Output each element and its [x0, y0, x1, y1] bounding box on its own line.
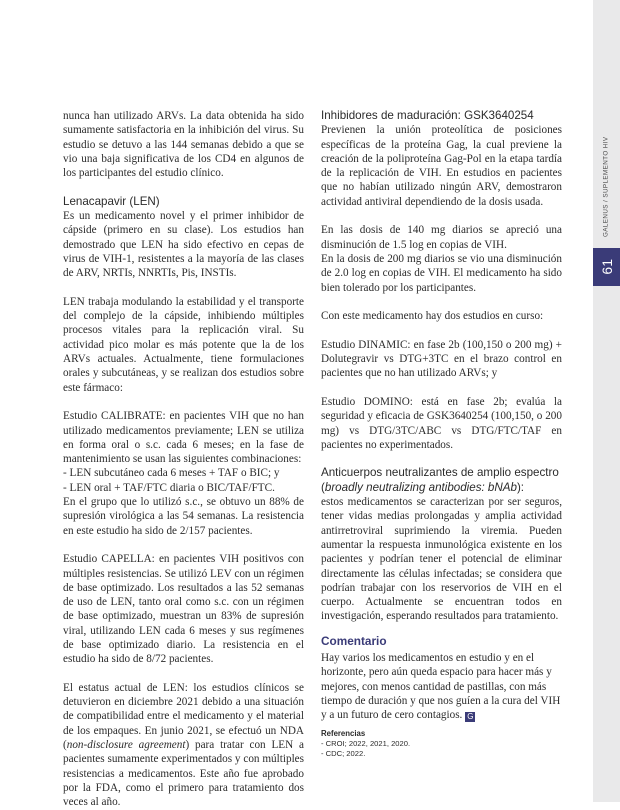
paragraph: En el grupo que lo utilizó s.c., se obtuvo un 88% de supresión virológica a las 54 semanas. La resistencia en este estudio ha sido de 2/157 pacientes. — [63, 496, 304, 537]
text-run: ): — [516, 480, 525, 494]
reference-item: - CROI; 2022, 2021, 2020. — [321, 738, 411, 748]
section-heading-antibodies-subtitle — [321, 481, 562, 495]
paragraph — [63, 681, 304, 810]
text-run: ) para tratar con LEN a pacientes sumamente experimentados y con múltiples resistencias a medicamentos. Este año fue aprobado por la FDA, como el primero para tratamiento dos veces al año. — [63, 739, 304, 809]
section-heading-maturation-inhibitors: Inhibidores de maduración: GSK3640254 — [321, 109, 534, 122]
paragraph: Estudio DINAMIC: en fase 2b (100,150 o 200 mg) + Dolutegravir vs DTG+3TC en el brazo control en pacientes que no han utilizado ARVs; y — [321, 338, 562, 380]
paragraph: Con este medicamento hay dos estudios en curso: — [321, 310, 544, 323]
paragraph: En la dosis de 200 mg diarios se vio una disminución de 2.0 log en copias de VIH. El medicamento ha sido bien tolerado por los participantes. — [321, 252, 562, 294]
paragraph: LEN trabaja modulando la estabilidad y el transporte del complejo de la cápside, inhibiendo múltiples procesos vitales para la replicación viral. Su actividad pico molar es más potente que la de los ARVs actuales. Actualmente, tiene formulaciones orales y subcutáneas, y se realizan dos estudios sobre este fármaco: — [63, 295, 304, 394]
reference-item: - CDC; 2022. — [321, 748, 366, 758]
paragraph: Estudio CAPELLA: en pacientes VIH positivos con múltiples resistencias. Se utilizó LEV con un régimen de base optimizado. Los resultados a las 52 semanas de uso de LEN, tanto oral como s.c. con un régimen de base optimizado, muestran un 83% de supresión viral, utilizando LEN cada 6 meses y sus regímenes de base optimizado diario. La resistencia en el estudio ha sido de 8/72 pacientes. — [63, 553, 304, 666]
text-run: El estatus actual de LEN: los estudios clínicos se detuvieron en diciembre 2021 debido a una situación de compatibilidad entre el medicamento y el material de los empaques. En junio 2021, se efectuó un NDA ( — [63, 681, 304, 752]
page-number-box — [593, 248, 620, 286]
list-item: - LEN oral + TAF/FTC diaria o BIC/TAF/FTC. — [63, 481, 275, 494]
paragraph: Estudio DOMINO: está en fase 2b; evalúa la seguridad y eficacia de GSK3640254 (100,150, o 200 mg) vs DTG/3TC/ABC vs DTG/FTC/TAF en pacientes no experimentados. — [321, 395, 562, 451]
list-item: - LEN subcutáneo cada 6 meses + TAF o BIC; y — [63, 467, 280, 480]
italic-term: non-disclosure agreement — [66, 739, 186, 752]
paragraph: Es un medicamento novel y el primer inhibidor de cápside (primero en su clase). Los estudios han demostrado que LEN ha sido efectivo en cepas de virus de VIH-1, resistentes a la mayoría de las clases de ARV, NRTIs, NNRTIs, Pis, INSTIs. — [63, 210, 304, 280]
paragraph: Estudio CALIBRATE: en pacientes VIH que no han utilizado medicamentos previamente; LEN se utiliza en forma oral o s.c. cada 6 meses; en la fase de mantenimiento se usan las siguientes combinaciones: — [63, 410, 304, 466]
paragraph: nunca han utilizado ARVs. La data obtenida ha sido sumamente satisfactoria en la inhibición del virus. Su estudio se detuvo a las 144 semanas debido a que se vio una baja significativa de los CD4 en algunos de los participantes del estudio clínico. — [63, 110, 304, 180]
paragraph: estos medicamentos se caracterizan por ser seguros, tener vidas medias prolongadas y amplia actividad antirretroviral suprimiendo la viremia. Pueden aumentar la respuesta inmunológica existente en los pacientes y podrían tener el potencial de eliminar directamente las células infectadas; se considera que podrían trabajar con los reservorios de VIH en el cuerpo. Actualmente se encuentran todos en investigación, esperando resultados para tratamiento. — [321, 496, 562, 623]
paragraph: Previenen la unión proteolítica de posiciones específicas de la proteína Gag, la cual previene la creación de la poliproteína Gag-Pol en la etapa tardía de la replicación de VIH. En estudios en pacientes que no habían utilizado ningún ARV, demostraron actividad antiviral dependiendo de la dosis usada. — [321, 124, 562, 208]
section-heading-antibodies: Anticuerpos neutralizantes de amplio espectro — [321, 466, 559, 480]
end-mark-icon: G — [467, 712, 474, 722]
paragraph: En las dosis de 140 mg diarios se apreció una disminución de 1.5 log en copias de VIH. — [321, 224, 562, 251]
italic-term: broadly neutralizing antibodies: bNAb — [324, 480, 517, 494]
references-title: Referencias — [321, 728, 366, 738]
running-head: GALENUS / SUPLEMENTO HIV — [602, 136, 610, 238]
right-column — [321, 109, 562, 759]
section-heading-comentario: Comentario — [321, 633, 387, 648]
section-heading-lenacapavir: Lenacapavir (LEN) — [63, 194, 160, 208]
page-number: 61 — [598, 259, 615, 275]
left-column — [63, 109, 304, 810]
text-run: Hay varios los medicamentos en estudio y en el horizonte, pero aún queda espacio para hacer más y mejores, con menos cantidad de pastillas, con más tiempo de duración y que nos guíen a la cura del VIH y a un futuro de cero contagios. — [321, 652, 561, 722]
paragraph — [321, 651, 562, 722]
text-run: ( — [321, 480, 325, 494]
